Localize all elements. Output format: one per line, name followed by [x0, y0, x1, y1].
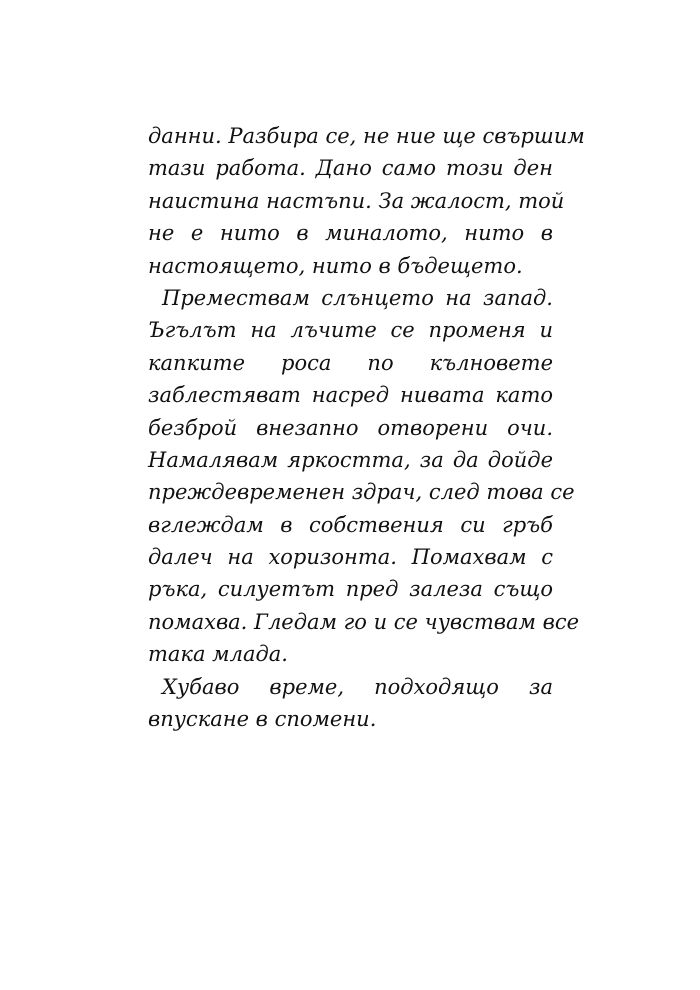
text-line: безброй внезапно отворени очи. — [148, 415, 553, 440]
paragraph-2 — [148, 282, 580, 671]
text-line: данни. Разбира се, не ние ще свършим — [148, 124, 585, 148]
text-line: ръка, силуетът пред залеза също — [148, 577, 553, 602]
text-line: далеч на хоризонта. Помахвам с — [148, 545, 553, 570]
text-line: тази работа. Дано само този ден — [148, 156, 553, 181]
text-line: помахва. Гледам го и се чувствам все — [148, 609, 580, 634]
text-line: наистина настъпи. За жалост, той — [148, 188, 565, 213]
text-line: така млада. — [148, 642, 288, 667]
text-line: не е нито в миналото, нито в — [148, 221, 553, 246]
text-line: впускане в спомени. — [148, 707, 377, 732]
text-line: настоящето, нито в бъдещето. — [148, 253, 523, 278]
text-line: Хубаво време, подходящо за — [162, 674, 553, 699]
text-line: преждевременен здрач, след това се — [148, 480, 575, 505]
text-line: заблестяват насред нивата като — [148, 383, 553, 408]
text-line: Премествам слънцето на запад. — [162, 285, 553, 310]
page-text — [148, 120, 585, 735]
text-line: Намалявам яркостта, за да дойде — [148, 447, 553, 472]
text-line: Ъгълът на лъчите се променя и — [148, 318, 553, 343]
text-line: вглеждам в собствения си гръб — [148, 512, 553, 537]
paragraph-3 — [148, 671, 553, 736]
text-line: капките роса по кълновете — [148, 350, 553, 375]
paragraph-1 — [148, 120, 585, 282]
